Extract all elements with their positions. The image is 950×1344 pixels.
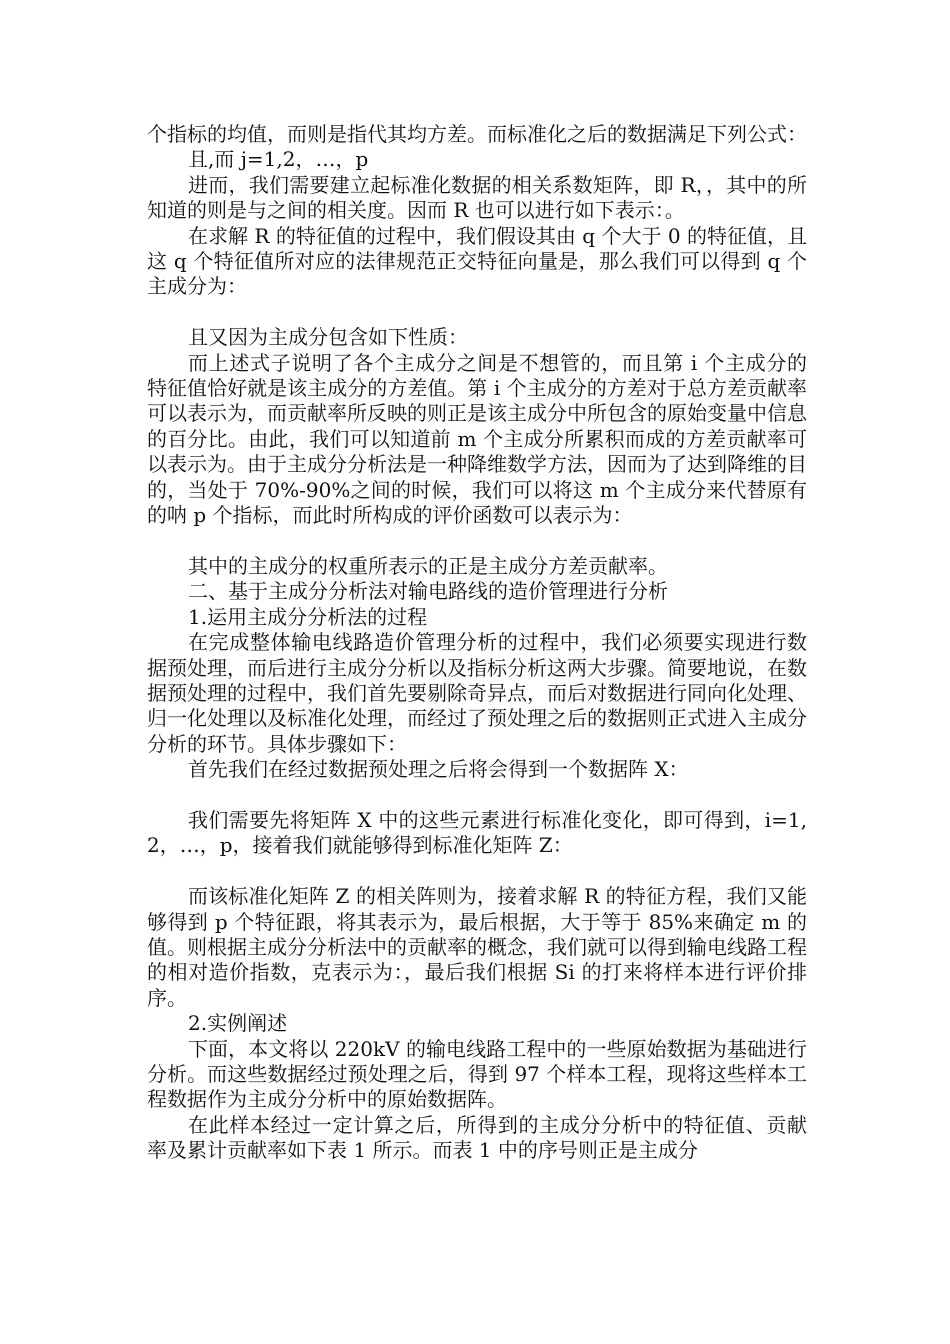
paragraph: 而该标准化矩阵 Z 的相关阵则为，接着求解 R 的特征方程，我们又能够得到 p 个特征跟，将其表示为，最后根据，大于等于 85%来确定 m 的值。则根据主成分分析法中的贡献率的概念，我们就可以得到输电线路工程的相对造价指数，克表示为：，最后我们根据 Si 的打来将样本进行评价排序。 xyxy=(147,884,807,1010)
body-text xyxy=(147,122,807,1164)
paragraph: 在求解 R 的特征值的过程中，我们假设其由 q 个大于 0 的特征值，且这 q 个特征值所对应的法律规范正交特征向量是，那么我们可以得到 q 个主成分为： xyxy=(147,223,807,299)
section-heading: 二、基于主成分分析法对输电路线的造价管理进行分析 xyxy=(188,579,668,604)
subsection-heading: 1.运用主成分分析法的过程 xyxy=(188,604,428,629)
paragraph: 而上述式子说明了各个主成分之间是不想管的，而且第 i 个主成分的特征值恰好就是该主成分的方差值。第 i 个主成分的方差对于总方差贡献率可以表示为，而贡献率所反映的则正是该主成分中所包含的原始变量中信息的百分比。由此，我们可以知道前 m 个主成分所累积而成的方差贡献率可以表示为。由于主成分分析法是一种降维数学方法，因而为了达到降维的目的，当处于 70%-90%之间的时候，我们可以将这 m 个主成分来代替原有的呐 p 个指标，而此时所构成的评价函数可以表示为： xyxy=(147,350,807,528)
paragraph: 下面，本文将以 220kV 的输电线路工程中的一些原始数据为基础进行分析。而这些数据经过预处理之后，得到 97 个样本工程，现将这些样本工程数据作为主成分分析中的原始数据阵。 xyxy=(147,1036,807,1112)
paragraph: 进而，我们需要建立起标准化数据的相关系数矩阵，即 R，，其中的所知道的则是与之间的相关度。因而 R 也可以进行如下表示：。 xyxy=(147,172,807,223)
paragraph: 其中的主成分的权重所表示的正是主成分方差贡献率。 xyxy=(188,553,668,578)
paragraph: 首先我们在经过数据预处理之后将会得到一个数据阵 X： xyxy=(188,757,689,782)
formula-gap xyxy=(147,528,807,553)
paragraph: 且,而 j=1,2，…，p xyxy=(188,147,369,172)
formula-gap xyxy=(147,859,807,884)
paragraph: 个指标的均值，而则是指代其均方差。而标准化之后的数据满足下列公式： xyxy=(147,122,807,146)
paragraph: 在完成整体输电线路造价管理分析的过程中，我们必须要实现进行数据预处理，而后进行主成分分析以及指标分析这两大步骤。简要地说，在数据预处理的过程中，我们首先要剔除奇异点，而后对数据进行同向化处理、归一化处理以及标准化处理，而经过了预处理之后的数据则正式进入主成分分析的环节。具体步骤如下： xyxy=(147,630,807,756)
paragraph: 且又因为主成分包含如下性质： xyxy=(188,325,468,350)
subsection-heading: 2.实例阐述 xyxy=(188,1011,288,1036)
formula-gap xyxy=(147,300,807,325)
formula-gap xyxy=(147,783,807,808)
paragraph: 在此样本经过一定计算之后，所得到的主成分分析中的特征值、贡献率及累计贡献率如下表 1 所示。而表 1 中的序号则正是主成分 xyxy=(147,1112,807,1163)
paragraph: 我们需要先将矩阵 X 中的这些元素进行标准化变化，即可得到，i=1,2，…，p，接着我们就能够得到标准化矩阵 Z： xyxy=(147,807,807,858)
